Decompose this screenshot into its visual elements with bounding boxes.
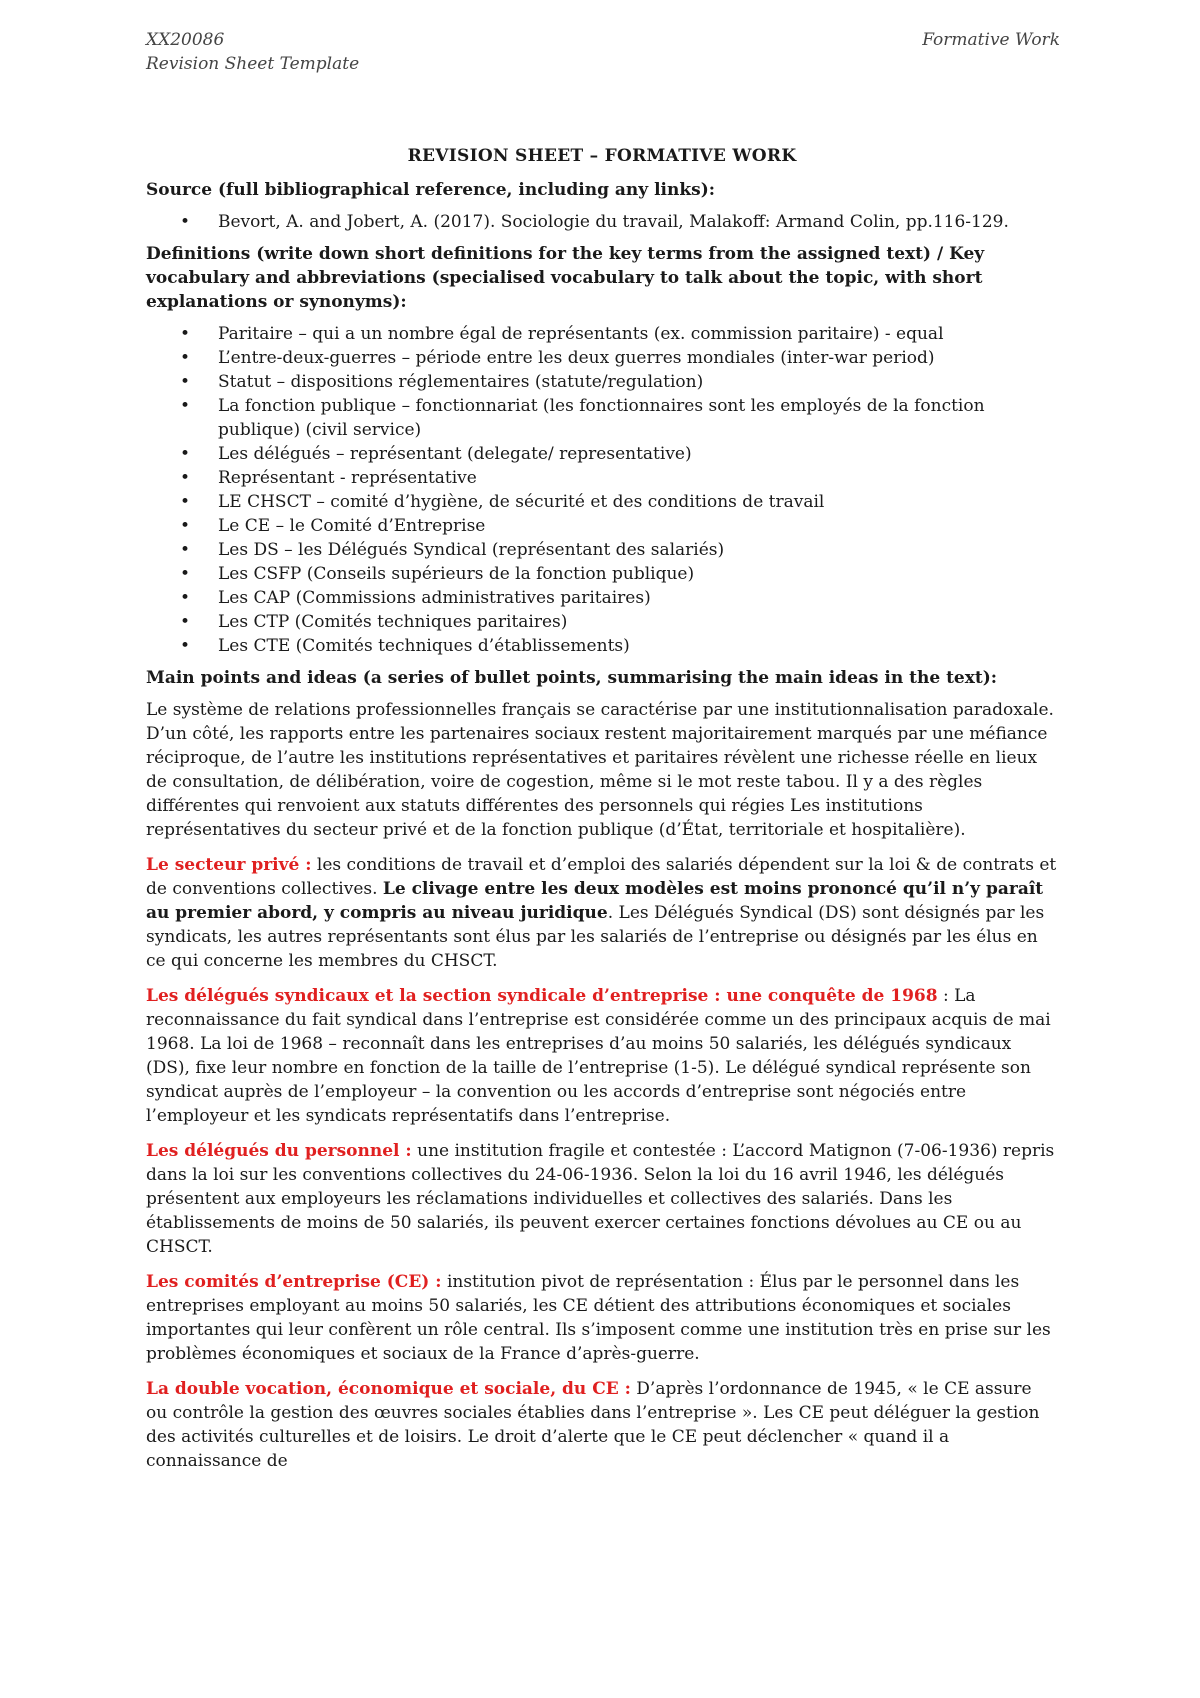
section-label: Le secteur privé : [146,855,312,875]
document-body [146,144,1058,1484]
intro-paragraph: Le système de relations professionnelles français se caractérise par une institutionnalisation paradoxale. D’un côté, les rapports entre les partenaires sociaux restent majoritairement marqués par une méfiance réciproque, de l’autre les institutions représentatives et paritaires révèlent une richesse réelle en lieux de consultation, de délibération, voire de cogestion, même si le mot reste tabou. Il y a des règles différentes qui renvoient aux statuts différentes des personnels qui régies Les institutions représentatives du secteur privé et de la fonction publique (d’État, territoriale et hospitalière). [146,700,1054,840]
section-private-sector [146,853,1058,973]
definitions-heading: Definitions (write down short definitions for the key terms from the assigned text) / Key vocabulary and abbreviations (specialised vocabulary to talk about the topic, with short explanations or synonyms): [146,244,985,312]
list-item: • Le CE – le Comité d’Entreprise [146,514,1058,538]
source-heading: Source (full bibliographical reference, including any links): [146,180,716,200]
list-item: • Représentant - représentative [146,466,1058,490]
list-item: • Bevort, A. and Jobert, A. (2017). Sociologie du travail, Malakoff: Armand Colin, pp.116-129. [146,210,1058,234]
source-list [146,210,1058,234]
list-item: • Les CTE (Comités techniques d’établissements) [146,634,1058,658]
section-text: : La reconnaissance du fait syndical dans l’entreprise est considérée comme un des principaux acquis de mai 1968. La loi de 1968 – reconnaît dans les entreprises d’au moins 50 salariés, les délégués syndicaux (DS), fixe leur nombre en fonction de la taille de l’entreprise (1-5). Le délégué syndical représente son syndicat auprès de l’employeur – la convention ou les accords d’entreprise sont négociés entre l’employeur et les syndicats représentatifs dans l’entreprise. [146,986,1051,1126]
list-item: • La fonction publique – fonctionnariat (les fonctionnaires sont les employés de la fonction publique) (civil service) [146,394,1058,442]
list-item: • Statut – dispositions réglementaires (statute/regulation) [146,370,1058,394]
section-staff-delegates [146,1139,1058,1259]
list-item: • Les délégués – représentant (delegate/ representative) [146,442,1058,466]
page-header-left [146,28,359,76]
section-double-vocation [146,1377,1058,1473]
section-bold-text: Le clivage entre les deux modèles est moins prononcé qu’il n’y paraît au premier abord, y compris au niveau juridique [146,879,1044,923]
list-item: • LE CHSCT – comité d’hygiène, de sécurité et des conditions de travail [146,490,1058,514]
list-item: • Paritaire – qui a un nombre égal de représentants (ex. commission paritaire) - equal [146,322,1058,346]
section-union-delegates [146,984,1058,1128]
section-text: les conditions de travail et d’emploi des salariés dépendent sur la loi & de contrats et de conventions collectives. [146,855,1057,899]
list-item: • Les DS – les Délégués Syndical (représentant des salariés) [146,538,1058,562]
section-text: une institution fragile et contestée : L’accord Matignon (7-06-1936) repris dans la loi sur les conventions collectives du 24-06-1936. Selon la loi du 16 avril 1946, les délégués présentent aux employeurs les réclamations individuelles et collectives des salariés. Dans les établissements de moins de 50 salariés, ils peuvent exercer certaines fonctions dévolues au CE ou au CHSCT. [146,1141,1055,1257]
main-points-heading: Main points and ideas (a series of bullet points, summarising the main ideas in the text): [146,668,998,688]
section-text: institution pivot de représentation : Élus par le personnel dans les entreprises employant au moins 50 salariés, les CE détient des attributions économiques et sociales importantes qui leur confèrent un rôle central. Ils s’imposent comme une institution très en prise sur les problèmes économiques et sociaux de la France d’après-guerre. [146,1272,1051,1364]
list-item: • Les CSFP (Conseils supérieurs de la fonction publique) [146,562,1058,586]
list-item: • Les CAP (Commissions administratives paritaires) [146,586,1058,610]
section-text-continued: . Les Délégués Syndical (DS) sont désignés par les syndicats, les autres représentants sont élus par les salariés de l’entreprise ou désignés par les élus en ce qui concerne les membres du CHSCT. [146,903,1045,971]
list-item: • L’entre-deux-guerres – période entre les deux guerres mondiales (inter-war period) [146,346,1058,370]
definitions-list [146,322,1058,658]
section-label: Les comités d’entreprise (CE) : [146,1272,442,1292]
section-label: Les délégués du personnel : [146,1141,412,1161]
section-works-council [146,1270,1058,1366]
header-right-label: Formative Work [922,30,1060,50]
header-subtitle: Revision Sheet Template [146,54,360,74]
header-code: XX20086 [146,30,225,50]
section-label: La double vocation, économique et sociale, du CE : [146,1379,631,1399]
section-label: Les délégués syndicaux et la section syndicale d’entreprise : une conquête de 1968 [146,986,938,1006]
section-text: D’après l’ordonnance de 1945, « le CE assure ou contrôle la gestion des œuvres sociales établies dans l’entreprise ». Les CE peut déléguer la gestion des activités culturelles et de loisirs. Le droit d’alerte que le CE peut déclencher « quand il a connaissance de [146,1379,1040,1471]
list-item: • Les CTP (Comités techniques paritaires) [146,610,1058,634]
page-title: REVISION SHEET – FORMATIVE WORK [407,146,797,166]
